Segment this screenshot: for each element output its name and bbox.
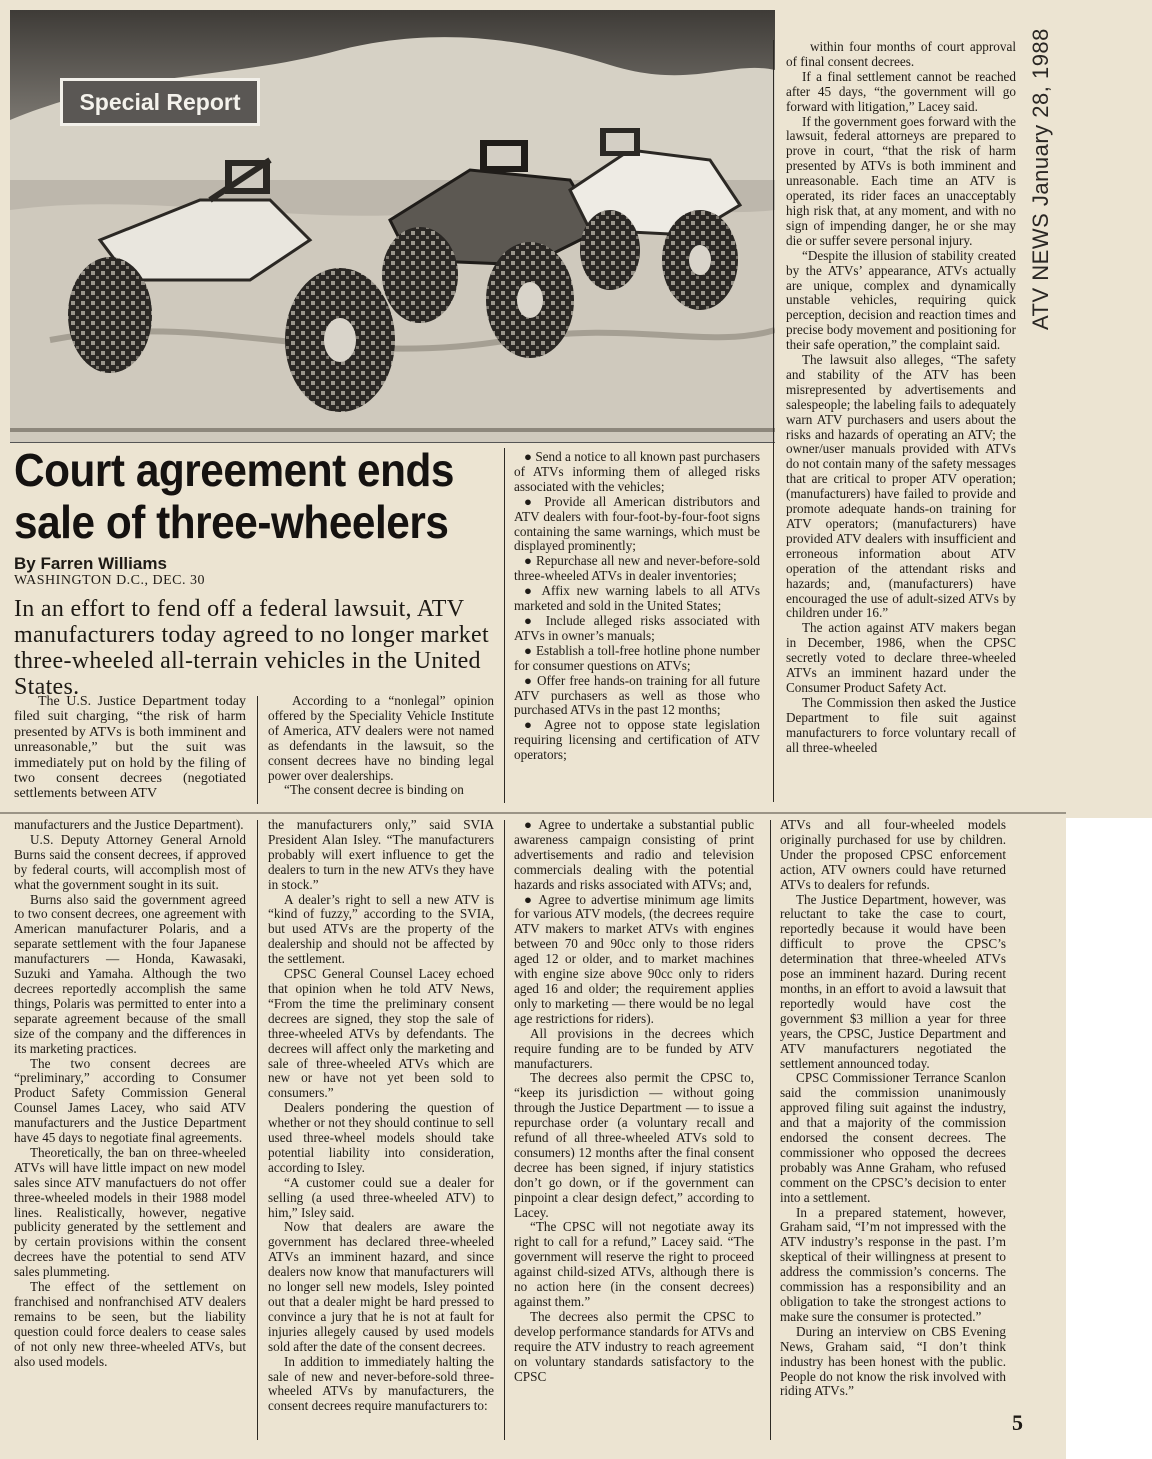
paragraph: The two consent decrees are “preliminary,” according to Consumer Product Safety Commission General Counsel James Lacey, who said ATV manufacturers and the Justice Department have 45 days to negotiate final agreements. xyxy=(14,1055,246,1146)
paragraph: The decrees also permit the CPSC to develop performance standards for ATVs and require the ATV industry to reach agreement on voluntary standards satisfactory to the CPSC xyxy=(514,1308,754,1384)
paragraph: ATVs and all four-wheeled models originally purchased for use by children. Under the proposed CPSC enforcement action, ATV owners could have returned ATVs to dealers for refunds. xyxy=(780,817,1006,892)
bullet-item: ● Provide all American distributors and ATV dealers with four-foot-by-four-foot signs containing the same warnings, which must be displayed prominently; xyxy=(514,493,760,554)
paragraph: The U.S. Justice Department today filed suit charging, “the risk of harm presented by ATVs is both imminent and unreasonable,” but the suit was immediately put on hold by the filing of two consent decrees (negotiated settlements between ATV xyxy=(14,694,246,802)
bullet-item: ● Affix new warning labels to all ATVs marketed and sold in the United States; xyxy=(514,583,760,614)
headline: Court agreement ends sale of three-wheelers xyxy=(14,444,454,548)
publication-date-tag: ATV NEWS January 28, 1988 xyxy=(1028,28,1053,330)
paragraph: In addition to immediately halting the sale of new and never-before-sold three-wheeled ATVs by manufacturers, the consent decrees require manufacturers to: xyxy=(268,1353,494,1414)
bullet-item: ● Repurchase all new and never-before-sold three-wheeled ATVs in dealer inventories; xyxy=(514,553,760,584)
paragraph: “Despite the illusion of stability created by the ATVs’ appearance, ATVs actually are unique, complex and dynamically unstable vehicles, requiring quick perception, decision and reaction times and precise body movement and positioning for their safe operation,” the complaint said. xyxy=(786,247,1016,353)
scan-blank-area xyxy=(1066,818,1152,1459)
column-rule xyxy=(257,696,258,804)
paragraph: If the government goes forward with the lawsuit, federal attorneys are prepared to prove in court, “that the risk of harm presented by ATVs is both imminent and unreasonable. Each time an ATV is operated, its rider faces an unacceptably high risk that, at any moment, and with no sign of impending danger, he or she may die or suffer severe personal injury. xyxy=(786,113,1016,248)
paragraph: U.S. Deputy Attorney General Arnold Burns said the consent decrees, if approved by federal courts, will accomplish most of what the government sought in its suit. xyxy=(14,831,246,892)
column-rule xyxy=(770,820,771,1440)
paragraph: Dealers pondering the question of whether or not they should continue to sell used three-wheel models should take potential liability into consideration, according to Isley. xyxy=(268,1100,494,1175)
bullet-item: ● Offer free hands-on training for all future ATV purchasers as well as those who purchased ATVs in the past 12 months; xyxy=(514,672,760,718)
page-number: 5 xyxy=(1012,1410,1023,1435)
paragraph: The Commission then asked the Justice Department to file suit against manufacturers to force voluntary recall of all three-wheeled xyxy=(786,694,1016,755)
bullet-item: ● Establish a toll-free hotline phone number for consumer questions on ATVs; xyxy=(514,642,760,673)
article-column-2-top xyxy=(268,694,494,798)
paragraph: All provisions in the decrees which require funding are to be funded by ATV manufacturers. xyxy=(514,1025,754,1071)
paragraph: “A customer could sue a dealer for selling (a used three-wheeled ATV) to him,” Isley said. xyxy=(268,1174,494,1220)
paragraph: The effect of the settlement on franchised and nonfranchised ATV dealers remains to be seen, but the liability question could force dealers to cease sales of not only new three-wheeled ATVs, but also used models. xyxy=(14,1279,246,1369)
bullet-item: ● Include alleged risks associated with ATVs in owner’s manuals; xyxy=(514,612,760,643)
bullet-item: ● Agree to advertise minimum age limits for various ATV models, (the decrees require ATV makers to market ATVs with engines between 70 and 90cc only to those riders aged 12 or older, and to market machines with engine size above 90cc only to riders aged 16 and older; the requirement applies only to marketing — there would be no legal age restrictions for riders). xyxy=(514,891,754,1026)
three-wheelers-photo xyxy=(10,10,775,442)
article-column-3-top xyxy=(514,450,760,763)
atv-photo xyxy=(10,10,775,443)
article-column-3-bottom xyxy=(514,818,754,1384)
paragraph: If a final settlement cannot be reached after 45 days, “the government will go forward with litigation,” Lacey said. xyxy=(786,68,1016,114)
paragraph: In a prepared statement, however, Graham said, “I’m not impressed with the ATV industry’s response in the past. I’m skeptical of their willingness at present to address the commission’s concerns. The commission has a responsibility and an obligation to take the strongest actions to make sure the consumer is protected.” xyxy=(780,1204,1006,1324)
paragraph: A dealer’s right to sell a new ATV is “kind of fuzzy,” according to the SVIA, but used ATVs are the property of the dealership and should not be affected by the settlement. xyxy=(268,891,494,967)
byline: By Farren Williams xyxy=(14,554,167,573)
paragraph: the manufacturers only,” said SVIA President Alan Isley. “The manufacturers probably will exert influence to get the dealers to turn in the new ATVs they have in stock.” xyxy=(268,817,494,892)
paragraph: During an interview on CBS Evening News, Graham said, “I don’t think industry has been honest with the public. People do not know the risk involved with riding ATVs.” xyxy=(780,1323,1006,1399)
paragraph: Theoretically, the ban on three-wheeled ATVs will have little impact on new model sales since ATV manufactuers do not offer three-wheeled models in their 1988 model lines. Realistically, however, negative publicity generated by the settlement and by certain provisions within the consent decrees have the potential to send ATV sales plummeting. xyxy=(14,1144,246,1280)
article-column-4-bottom xyxy=(780,818,1006,1399)
paragraph: The decrees also permit the CPSC to, “keep its jurisdiction — without going through the Justice Department — to issue a repurchase order (a voluntary recall and refund of all three-wheeled ATVs sold to consumers) 12 months after the final consent decree has been signed, if injury statistics don’t go down, or if the government can pinpoint a clear design defect,” according to Lacey. xyxy=(514,1070,754,1220)
paragraph: “The consent decree is binding on xyxy=(284,782,464,798)
clipping-edge xyxy=(0,812,1066,814)
column-rule xyxy=(257,820,258,1440)
special-report-label: Special Report xyxy=(60,78,260,126)
column-rule xyxy=(504,448,505,803)
article-column-1-top xyxy=(14,694,246,802)
dateline: WASHINGTON D.C., DEC. 30 xyxy=(14,573,206,588)
column-rule xyxy=(773,40,774,802)
column-rule xyxy=(504,820,505,1440)
paragraph: within four months of court approval of final consent decrees. xyxy=(786,39,1016,69)
bullet-item: ● Send a notice to all known past purchasers of ATVs informing them of alleged risks associated with the vehicles; xyxy=(514,449,760,494)
paragraph: The lawsuit also alleges, “The safety and stability of the ATV has been misrepresented by advertisements and salespeople; the labeling fails to adequately warn ATV purchasers and users about the risks and hazards of operating an ATV; the owner/user manuals provided with ATVs do not contain many of the safety messages that are critical to proper ATV operation; (manufacturers) have failed to provide and promote adequate hands-on training for ATV operators; (manufacturers) have provided ATV dealers with insufficient and erroneous information about ATV operation of the attendant risks and hazards; and, (manufacturers) have encouraged the use of adult-sized ATVs by children under 16.” xyxy=(786,352,1016,621)
paragraph: Burns also said the government agreed to two consent decrees, one agreement with American manufacturer Polaris, and a separate settlement with the four Japanese manufacturers — Honda, Kawasaki, Suzuki and Yamaha. Although the two decrees reportedly accomplish the same things, Polaris was permitted to enter into a separate agreement because of the small size of the company and the differences in its marketing practices. xyxy=(14,891,246,1056)
article-column-1-bottom xyxy=(14,818,246,1370)
bullet-item: ● Agree not to oppose state legislation requiring licensing and certification of ATV operators; xyxy=(514,717,760,763)
paragraph: The Justice Department, however, was reluctant to take the case to court, reportedly because it would have been difficult to prove the CPSC’s determination that three-wheeled ATVs pose an imminent hazard. During recent months, in an effort to avoid a lawsuit that reportedly would have cost the government $3 million a year for three years, the CPSC, Justice Department and ATV manufacturers negotiated the settlement announced today. xyxy=(780,891,1006,1071)
article-column-2-bottom xyxy=(268,818,494,1414)
article-column-4-top xyxy=(786,40,1016,756)
lead-paragraph: In an effort to fend off a federal lawsuit, ATV manufacturers today agreed to no longer market three-wheeled all-terrain vehicles in the United States. xyxy=(14,596,489,700)
paragraph: “The CPSC will not negotiate away its right to call for a refund,” Lacey said. “The government will reserve the right to proceed against child-sized ATVs, although there is no action here (in the consent decrees) against them.” xyxy=(514,1219,754,1309)
paragraph: CPSC General Counsel Lacey echoed that opinion when he told ATV News, “From the time the preliminary consent decrees are signed, they stop the sale of three-wheeled ATVs by defendants. The decrees will affect only the marketing and sale of three-wheeled ATVs which are new or have not yet been sold to consumers.” xyxy=(268,966,494,1101)
paragraph: manufacturers and the Justice Department). xyxy=(14,817,244,832)
paragraph: CPSC Commissioner Terrance Scanlon said the commission unanimously approved filing suit against the industry, and that a majority of the commission endorsed the consent decrees. The commissioner who opposed the decrees probably was Anne Graham, who refused comment on the CPSC’s decision to enter into a settlement. xyxy=(780,1070,1006,1205)
paragraph: According to a “nonlegal” opinion offered by the Speciality Vehicle Institute of America, ATV dealers were not named as defendants in the lawsuit, so the consent decrees have no binding legal power over dealerships. xyxy=(268,693,494,783)
bullet-item: ● Agree to undertake a substantial public awareness campaign consisting of print advertisements and radio and television commercials dealing with the potential hazards and risks associated with ATVs; and, xyxy=(514,817,754,892)
paragraph: The action against ATV makers began in December, 1986, when the CPSC secretly voted to declare three-wheeled ATVs an imminent hazard under the Consumer Product Safety Act. xyxy=(786,620,1016,695)
paragraph: Now that dealers are aware the government has declared three-wheeled ATVs an imminent hazard, and since dealers now know that manufacturers will no longer sell new models, Isley pointed out that a dealer might be hard pressed to convince a jury that he is not at fault for injuries allegely caused by used models sold after the date of the consent decrees. xyxy=(268,1219,494,1354)
